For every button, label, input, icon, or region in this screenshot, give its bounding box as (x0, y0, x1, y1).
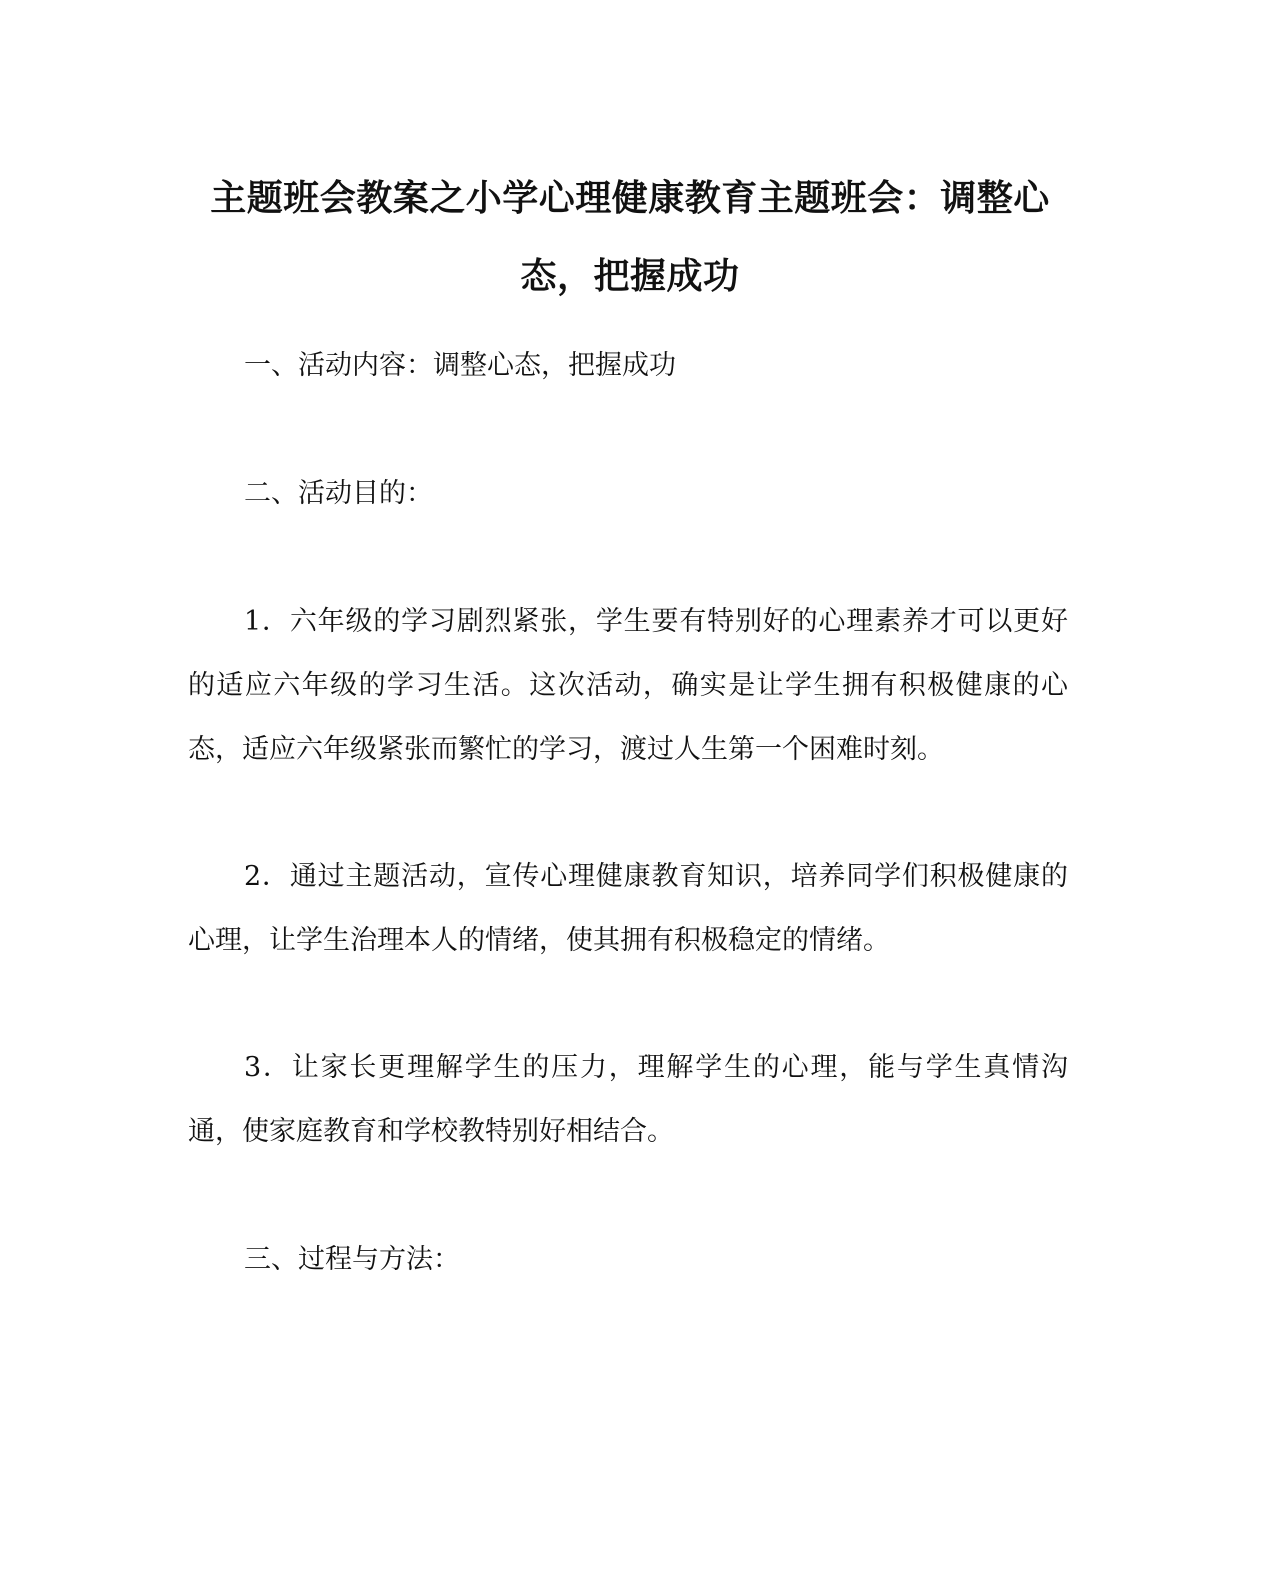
document-title: 主题班会教案之小学心理健康教育主题班会：调整心态，把握成功 (210, 178, 1050, 297)
goal-item-3: 3．让家长更理解学生的压力，理解学生的心理，能与学生真情沟通，使家庭教育和学校教特别好相结合。 (188, 1052, 1068, 1147)
section-process-methods-heading: 三、过程与方法： (244, 1244, 460, 1275)
goal-item-2: 2．通过主题活动，宣传心理健康教育知识，培养同学们积极健康的心理，让学生治理本人的情绪，使其拥有积极稳定的情绪。 (188, 861, 1068, 956)
section-activity-goals-heading: 二、活动目的： (244, 478, 433, 509)
goal-item-1: 1．六年级的学习剧烈紧张，学生要有特别好的心理素养才可以更好的适应六年级的学习生活。这次活动，确实是让学生拥有积极健康的心态，适应六年级紧张而繁忙的学习，渡过人生第一个困难时刻。 (188, 606, 1068, 765)
section-activity-content: 一、活动内容：调整心态，把握成功 (244, 350, 676, 381)
